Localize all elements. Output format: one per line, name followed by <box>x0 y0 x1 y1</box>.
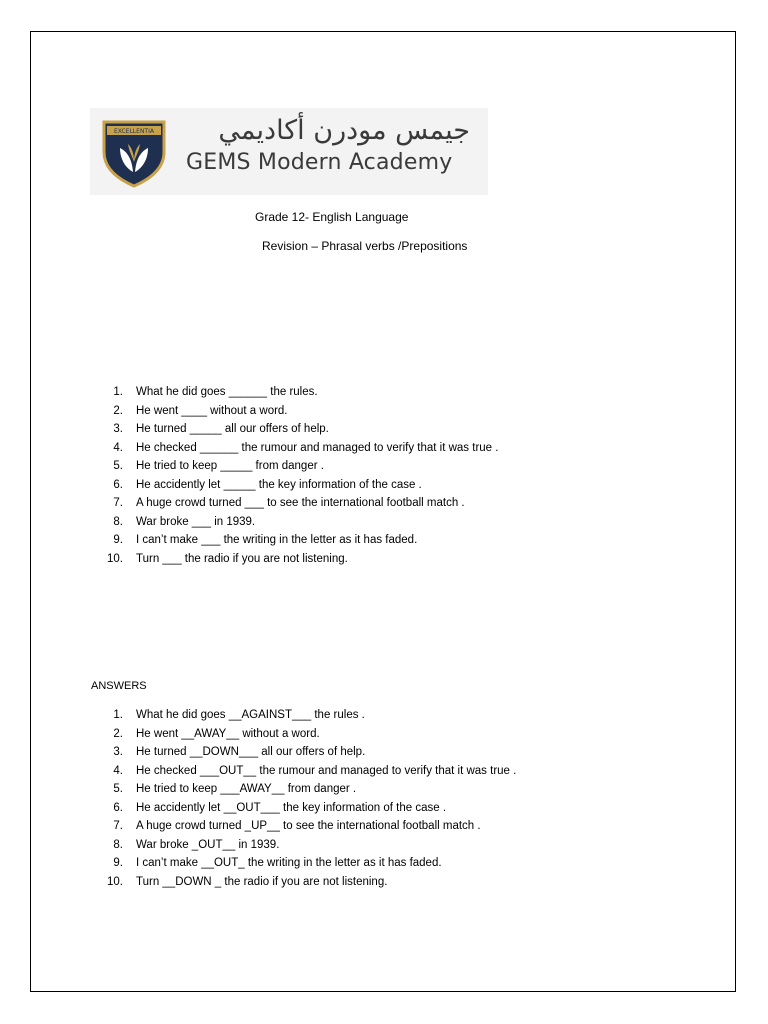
answer-number: 1. <box>113 709 123 721</box>
answer-number: 4. <box>113 764 123 777</box>
question-number: 8. <box>113 515 123 528</box>
logo-arabic-name: جيمس مودرن أكاديمي <box>218 115 470 146</box>
answer-number: 5. <box>113 783 123 795</box>
answer-number: 9. <box>113 857 123 869</box>
question-number: 6. <box>113 478 123 491</box>
question-number: 3. <box>113 423 123 435</box>
answer-number: 3. <box>113 746 123 758</box>
question-text: A huge crowd turned ___ to see the international football match . <box>136 497 465 509</box>
question-text: He accidently let _____ the key information of the case . <box>136 478 422 491</box>
question-text: I can’t make ___ the writing in the letter as it has faded. <box>136 534 418 546</box>
answer-text: I can’t make __OUT_ the writing in the letter as it has faded. <box>136 857 442 869</box>
answer-text: He tried to keep ___AWAY__ from danger . <box>136 783 357 795</box>
answer-text: Turn __DOWN _ the radio if you are not listening. <box>136 875 388 888</box>
answer-number: 10. <box>107 875 123 888</box>
question-number: 5. <box>113 460 123 472</box>
question-text: War broke ___ in 1939. <box>136 515 256 528</box>
answers-heading: ANSWERS <box>91 680 147 692</box>
question-text: He turned _____ all our offers of help. <box>136 423 329 435</box>
answer-text: He went __AWAY__ without a word. <box>136 727 320 740</box>
question-text: He tried to keep _____ from danger . <box>136 460 324 472</box>
question-text: He checked ______ the rumour and managed to verify that it was true . <box>136 441 499 454</box>
revision-heading: Revision – Phrasal verbs /Prepositions <box>262 239 468 253</box>
answer-text: What he did goes __AGAINST___ the rules . <box>136 709 365 721</box>
question-number: 10. <box>107 552 123 565</box>
question-text: Turn ___ the radio if you are not listening. <box>136 552 348 565</box>
question-number: 4. <box>113 441 123 454</box>
grade-heading: Grade 12- English Language <box>255 210 409 224</box>
answer-number: 6. <box>113 801 123 814</box>
question-number: 2. <box>113 404 123 417</box>
crest-shield-icon <box>98 118 170 188</box>
question-number: 7. <box>113 497 123 509</box>
logo-english-name: GEMS Modern Academy <box>186 150 453 175</box>
question-number: 1. <box>113 386 123 398</box>
answer-text: He turned __DOWN___ all our offers of help. <box>136 746 366 758</box>
answer-text: He accidently let __OUT___ the key information of the case . <box>136 801 447 814</box>
question-text: He went ____ without a word. <box>136 404 288 417</box>
answer-number: 2. <box>113 727 123 740</box>
gems-logo <box>90 108 488 195</box>
answer-number: 7. <box>113 820 123 832</box>
answer-number: 8. <box>113 838 123 851</box>
question-text: What he did goes ______ the rules. <box>136 386 318 398</box>
answer-text: A huge crowd turned _UP__ to see the international football match . <box>136 820 481 832</box>
crest-banner-text: EXCELLENTIA <box>114 128 154 135</box>
answer-text: He checked ___OUT__ the rumour and managed to verify that it was true . <box>136 764 517 777</box>
question-number: 9. <box>113 534 123 546</box>
answer-text: War broke _OUT__ in 1939. <box>136 838 280 851</box>
